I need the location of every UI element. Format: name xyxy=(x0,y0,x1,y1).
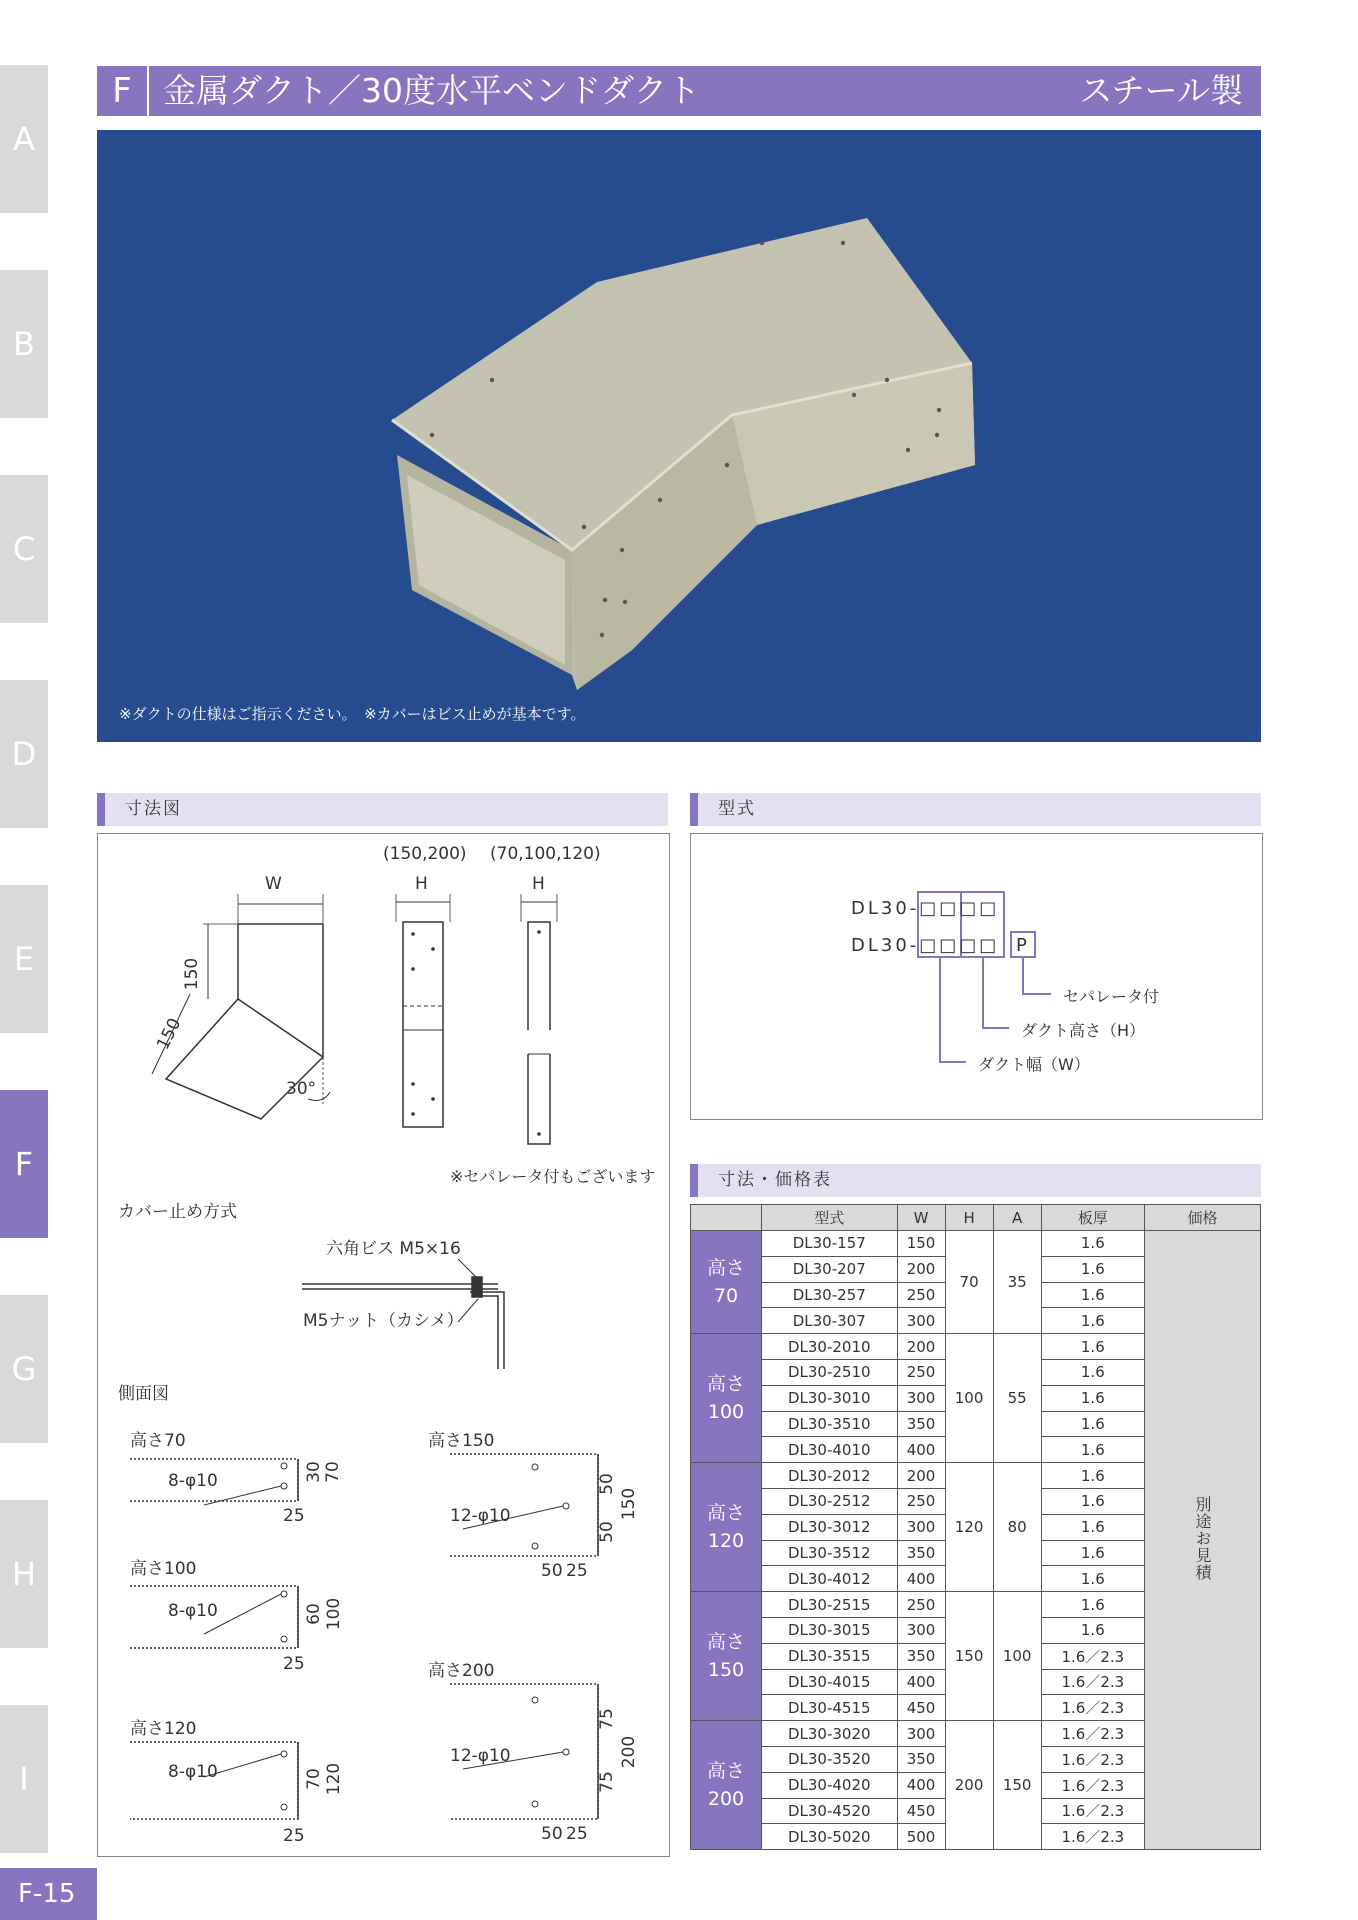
h70-d2: 70 xyxy=(322,1461,343,1483)
thickness-cell: 1.6 xyxy=(1041,1334,1144,1360)
thickness-cell: 1.6 xyxy=(1041,1437,1144,1463)
w-cell: 400 xyxy=(897,1437,945,1463)
h200-e2: 25 xyxy=(566,1824,588,1844)
thickness-cell: 1.6／2.3 xyxy=(1041,1798,1144,1824)
group-label: 高さ 150 xyxy=(691,1592,762,1721)
price-text: 別途お見積 xyxy=(1193,1495,1212,1581)
thickness-cell: 1.6 xyxy=(1041,1463,1144,1489)
side-tab-a[interactable]: A xyxy=(0,65,48,213)
w-cell: 300 xyxy=(897,1514,945,1540)
model-cell: DL30-2012 xyxy=(762,1463,898,1489)
h150-holes: 12-φ10 xyxy=(450,1506,511,1526)
section-letter: F xyxy=(97,66,149,116)
thickness-cell: 1.6／2.3 xyxy=(1041,1746,1144,1772)
h100-d2: 100 xyxy=(324,1597,345,1631)
model-cell: DL30-4015 xyxy=(762,1669,898,1695)
material-label: スチール製 xyxy=(1079,71,1243,110)
model-cell: DL30-5020 xyxy=(762,1824,898,1850)
page-number: F-15 xyxy=(0,1868,97,1920)
model-cell: DL30-3010 xyxy=(762,1385,898,1411)
w-cell: 400 xyxy=(897,1566,945,1592)
model-cell: DL30-157 xyxy=(762,1231,898,1257)
product-photo xyxy=(97,130,1261,742)
table-header: 板厚 xyxy=(1041,1205,1144,1231)
side-tab-g[interactable]: G xyxy=(0,1295,48,1443)
thickness-cell: 1.6 xyxy=(1041,1308,1144,1334)
section-dimension-label: 寸法図 xyxy=(125,799,182,819)
w-cell: 250 xyxy=(897,1592,945,1618)
thickness-cell: 1.6 xyxy=(1041,1617,1144,1643)
h200-d3: 200 xyxy=(619,1735,640,1769)
photo-note: ※ダクトの仕様はご指示ください。 ※カバーはビス止めが基本です。 xyxy=(119,705,586,723)
h150-d3: 150 xyxy=(619,1487,640,1521)
side-view-title: 側面図 xyxy=(118,1384,169,1404)
side-tab-e[interactable]: E xyxy=(0,885,48,1033)
model-cell: DL30-3015 xyxy=(762,1617,898,1643)
nut-label: M5ナット（カシメ） xyxy=(303,1311,464,1331)
h70-e: 25 xyxy=(283,1506,305,1526)
h120-holes: 8-φ10 xyxy=(168,1762,218,1782)
h200-e1: 50 xyxy=(541,1824,563,1844)
h120-title: 高さ120 xyxy=(130,1719,197,1739)
dim-len2: 150 xyxy=(153,1015,186,1053)
separator-note: ※セパレータ付もございます xyxy=(450,1167,656,1186)
thickness-cell: 1.6／2.3 xyxy=(1041,1643,1144,1669)
model-cell: DL30-4012 xyxy=(762,1566,898,1592)
model-cell: DL30-4520 xyxy=(762,1798,898,1824)
h70-title: 高さ70 xyxy=(130,1431,186,1451)
table-header: A xyxy=(993,1205,1041,1231)
side-tab-f[interactable]: F xyxy=(0,1090,48,1238)
model-sep: セパレータ付 xyxy=(1063,987,1160,1006)
section-price-label: 寸法・価格表 xyxy=(718,1170,832,1190)
section-model-label: 型式 xyxy=(718,799,756,819)
h100-e: 25 xyxy=(283,1654,305,1674)
h200-d1: 75 xyxy=(596,1708,617,1730)
h200-title: 高さ200 xyxy=(428,1661,495,1681)
model-diagram xyxy=(691,834,1262,1119)
w-cell: 200 xyxy=(897,1463,945,1489)
h-cell: 150 xyxy=(945,1592,993,1721)
dim-h-2: H xyxy=(532,874,545,894)
model-height: ダクト高さ（H） xyxy=(1021,1021,1146,1040)
model-cell: DL30-307 xyxy=(762,1308,898,1334)
section-price xyxy=(690,1164,1261,1197)
side-tab-c[interactable]: C xyxy=(0,475,48,623)
h100-holes: 8-φ10 xyxy=(168,1601,218,1621)
table-row xyxy=(691,1231,1261,1257)
h100-title: 高さ100 xyxy=(130,1559,197,1579)
h150-d2: 50 xyxy=(596,1521,617,1543)
dim-h-a: (150,200) xyxy=(383,844,467,864)
group-label: 高さ 100 xyxy=(691,1334,762,1463)
dim-len1: 150 xyxy=(182,957,203,991)
h120-d1: 70 xyxy=(303,1768,324,1790)
model-code-2: DL30-□□□□ xyxy=(851,935,1000,956)
w-cell: 300 xyxy=(897,1308,945,1334)
a-cell: 150 xyxy=(993,1721,1041,1850)
w-cell: 350 xyxy=(897,1746,945,1772)
w-cell: 350 xyxy=(897,1540,945,1566)
model-cell: DL30-4010 xyxy=(762,1437,898,1463)
price-table xyxy=(690,1204,1261,1850)
side-tab-h[interactable]: H xyxy=(0,1500,48,1648)
thickness-cell: 1.6／2.3 xyxy=(1041,1824,1144,1850)
thickness-cell: 1.6 xyxy=(1041,1231,1144,1257)
table-header: H xyxy=(945,1205,993,1231)
h70-d1: 30 xyxy=(303,1461,324,1483)
title-bar xyxy=(97,66,1261,116)
w-cell: 450 xyxy=(897,1798,945,1824)
group-label: 高さ 70 xyxy=(691,1231,762,1334)
w-cell: 200 xyxy=(897,1256,945,1282)
model-cell: DL30-2010 xyxy=(762,1334,898,1360)
w-cell: 400 xyxy=(897,1669,945,1695)
h150-title: 高さ150 xyxy=(428,1431,495,1451)
dim-h-1: H xyxy=(415,874,428,894)
h70-holes: 8-φ10 xyxy=(168,1471,218,1491)
price-cell xyxy=(1145,1231,1261,1850)
w-cell: 350 xyxy=(897,1643,945,1669)
h-cell: 100 xyxy=(945,1334,993,1463)
page-title: 金属ダクト／30度水平ベンドダクト xyxy=(163,71,700,110)
w-cell: 250 xyxy=(897,1359,945,1385)
model-cell: DL30-2510 xyxy=(762,1359,898,1385)
model-cell: DL30-3510 xyxy=(762,1411,898,1437)
thickness-cell: 1.6／2.3 xyxy=(1041,1669,1144,1695)
w-cell: 450 xyxy=(897,1695,945,1721)
h-cell: 70 xyxy=(945,1231,993,1334)
cover-title: カバー止め方式 xyxy=(118,1202,237,1222)
model-box xyxy=(690,833,1263,1120)
group-label: 高さ 200 xyxy=(691,1721,762,1850)
model-cell: DL30-4515 xyxy=(762,1695,898,1721)
h200-d2: 75 xyxy=(596,1771,617,1793)
w-cell: 500 xyxy=(897,1824,945,1850)
thickness-cell: 1.6 xyxy=(1041,1592,1144,1618)
dim-w: W xyxy=(265,874,282,894)
w-cell: 150 xyxy=(897,1231,945,1257)
h200-holes: 12-φ10 xyxy=(450,1746,511,1766)
a-cell: 35 xyxy=(993,1231,1041,1334)
model-cell: DL30-3012 xyxy=(762,1514,898,1540)
model-width: ダクト幅（W） xyxy=(978,1055,1090,1074)
thickness-cell: 1.6／2.3 xyxy=(1041,1721,1144,1747)
dim-h-b: (70,100,120) xyxy=(490,844,601,864)
a-cell: 80 xyxy=(993,1463,1041,1592)
model-p: P xyxy=(1016,935,1027,956)
hex-screw-label: 六角ビス M5×16 xyxy=(326,1239,461,1259)
h150-e2: 25 xyxy=(566,1561,588,1581)
h120-d2: 120 xyxy=(324,1762,345,1796)
thickness-cell: 1.6 xyxy=(1041,1282,1144,1308)
h-cell: 200 xyxy=(945,1721,993,1850)
thickness-cell: 1.6 xyxy=(1041,1488,1144,1514)
thickness-cell: 1.6／2.3 xyxy=(1041,1772,1144,1798)
table-header: W xyxy=(897,1205,945,1231)
model-code-1: DL30-□□□□ xyxy=(851,898,1000,919)
thickness-cell: 1.6 xyxy=(1041,1566,1144,1592)
w-cell: 300 xyxy=(897,1721,945,1747)
w-cell: 200 xyxy=(897,1334,945,1360)
h120-e: 25 xyxy=(283,1826,305,1846)
model-cell: DL30-207 xyxy=(762,1256,898,1282)
h-cell: 120 xyxy=(945,1463,993,1592)
side-tab-i[interactable]: I xyxy=(0,1705,48,1853)
h150-e1: 50 xyxy=(541,1561,563,1581)
section-model xyxy=(690,793,1261,826)
duct-image xyxy=(97,130,1261,742)
thickness-cell: 1.6 xyxy=(1041,1514,1144,1540)
section-dimension xyxy=(97,793,668,826)
w-cell: 400 xyxy=(897,1772,945,1798)
table-header: 価格 xyxy=(1145,1205,1261,1231)
dimension-drawing-box xyxy=(97,833,670,1857)
model-cell: DL30-3512 xyxy=(762,1540,898,1566)
w-cell: 250 xyxy=(897,1488,945,1514)
thickness-cell: 1.6／2.3 xyxy=(1041,1695,1144,1721)
side-tab-d[interactable]: D xyxy=(0,680,48,828)
table-header: 型式 xyxy=(762,1205,898,1231)
model-cell: DL30-3520 xyxy=(762,1746,898,1772)
thickness-cell: 1.6 xyxy=(1041,1540,1144,1566)
model-cell: DL30-3515 xyxy=(762,1643,898,1669)
thickness-cell: 1.6 xyxy=(1041,1256,1144,1282)
w-cell: 350 xyxy=(897,1411,945,1437)
a-cell: 55 xyxy=(993,1334,1041,1463)
thickness-cell: 1.6 xyxy=(1041,1359,1144,1385)
h150-d1: 50 xyxy=(596,1473,617,1495)
w-cell: 300 xyxy=(897,1385,945,1411)
thickness-cell: 1.6 xyxy=(1041,1385,1144,1411)
side-tab-b[interactable]: B xyxy=(0,270,48,418)
model-cell: DL30-4020 xyxy=(762,1772,898,1798)
model-cell: DL30-2512 xyxy=(762,1488,898,1514)
dim-angle: 30° xyxy=(286,1079,317,1099)
thickness-cell: 1.6 xyxy=(1041,1411,1144,1437)
model-cell: DL30-257 xyxy=(762,1282,898,1308)
w-cell: 300 xyxy=(897,1617,945,1643)
model-cell: DL30-3020 xyxy=(762,1721,898,1747)
h100-d1: 60 xyxy=(303,1603,324,1625)
model-cell: DL30-2515 xyxy=(762,1592,898,1618)
table-header xyxy=(691,1205,762,1231)
a-cell: 100 xyxy=(993,1592,1041,1721)
w-cell: 250 xyxy=(897,1282,945,1308)
group-label: 高さ 120 xyxy=(691,1463,762,1592)
